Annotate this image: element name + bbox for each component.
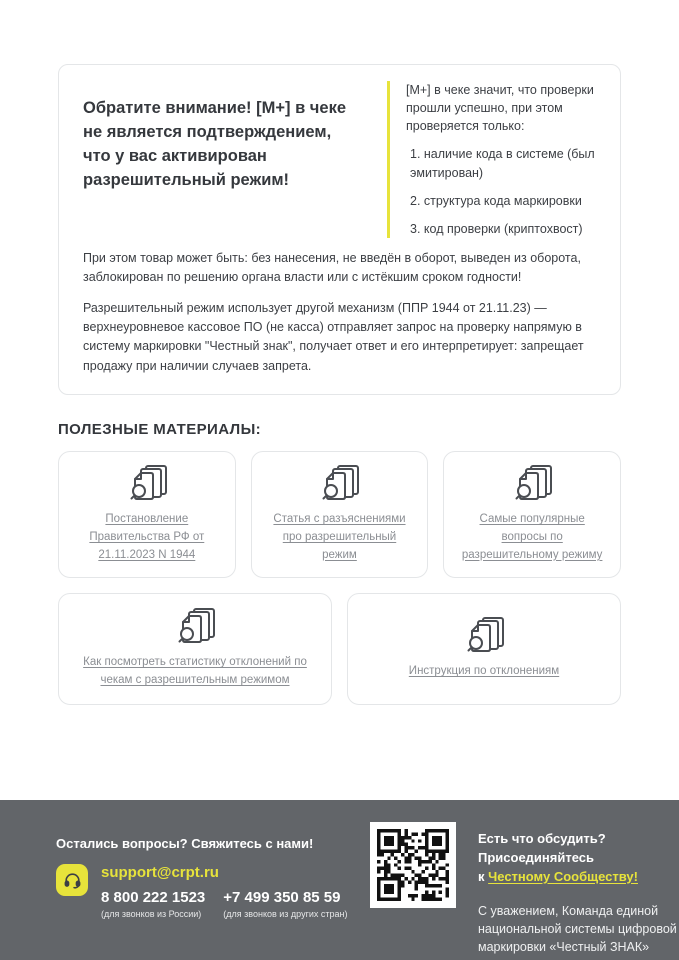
phone-russia [101,889,205,919]
community-prefix: к [478,868,489,884]
attention-card [58,64,621,395]
documents-search-icon [462,616,506,654]
check-list-item: наличие кода в системе (был эмитирован) [410,147,595,180]
contact-heading: Остались вопросы? Свяжитесь с нами! [56,836,314,851]
mplus-note-intro: [М+] в чеке значит, что проверки прошли успешно, при этом проверяется только: [406,83,594,134]
phone-russia-number[interactable]: 8 800 222 1523 [101,889,206,906]
phone-russia-caption: (для звонков из России) [101,909,202,919]
support-email-link[interactable]: support@crpt.ru [101,864,219,881]
attention-headline: Обратите внимание! [М+] в чеке не является подтверждением, что у вас активирован разрешительный режим! [83,99,347,189]
material-card-statistics[interactable] [58,593,332,705]
phone-numbers [101,889,347,919]
community-link[interactable]: Честному Сообществу! [488,868,638,884]
mplus-check-list [406,145,596,238]
footer-community [478,822,679,960]
documents-search-icon [125,464,169,502]
phone-international [223,889,347,919]
material-link-statistics[interactable]: Как посмотреть статистику отклонений по чекам с разрешительным режимом [83,656,307,687]
material-link-decree[interactable]: Постановление Правительства РФ от 21.11.2023 N 1944 [89,513,205,561]
material-link-faq[interactable]: Самые популярные вопросы по разрешительному режиму [461,513,603,561]
materials-row-1 [58,451,621,577]
mplus-note [387,81,596,238]
material-card-instruction[interactable] [347,593,621,705]
useful-materials-heading: ПОЛЕЗНЫЕ МАТЕРИАЛЫ: [58,421,262,439]
material-card-faq[interactable] [443,451,621,577]
footer-contacts [56,822,348,960]
material-link-article[interactable]: Статья с разъяснениями про разрешительный режим [273,513,406,561]
material-card-decree[interactable] [58,451,236,577]
material-card-article[interactable] [251,451,429,577]
material-link-instruction[interactable]: Инструкция по отклонениям [408,665,560,678]
check-list-item: структура кода маркировки [423,193,582,208]
community-invite-line: Есть что обсудить? Присоединяйтесь [478,831,606,865]
materials-row-2 [58,593,621,705]
footer [0,800,679,960]
documents-search-icon [173,607,217,645]
goods-status-paragraph: При этом товар может быть: без нанесения, не введён в оборот, выведен из оборота, заблокирован по решению органа власти или с истёкшим сроком годности! [83,250,581,285]
community-qr-code [370,822,456,908]
phone-international-caption: (для звонков из других стран) [223,909,348,919]
documents-search-icon [317,464,361,502]
contact-details [101,864,347,919]
phone-international-number[interactable]: +7 499 350 85 59 [223,889,341,906]
permission-mode-paragraph: Разрешительный режим использует другой механизм (ППР 1944 от 21.11.23) — верхнеуровневое кассовое ПО (не касса) отправляет запрос на проверку напрямую в систему маркировки "Честный знак", получает ответ и его интерпретирует: запрещает продажу при наличии случаев запрета. [83,300,584,373]
signature-text: С уважением, Команда единой национальной системы цифровой маркировки «Честный ЗНАК» [478,903,677,954]
documents-search-icon [510,464,554,502]
headset-icon [63,871,82,890]
support-badge [56,864,88,896]
check-list-item: код проверки (криптохвост) [423,221,583,236]
attention-card-top [83,79,596,238]
blank-space [0,705,679,800]
